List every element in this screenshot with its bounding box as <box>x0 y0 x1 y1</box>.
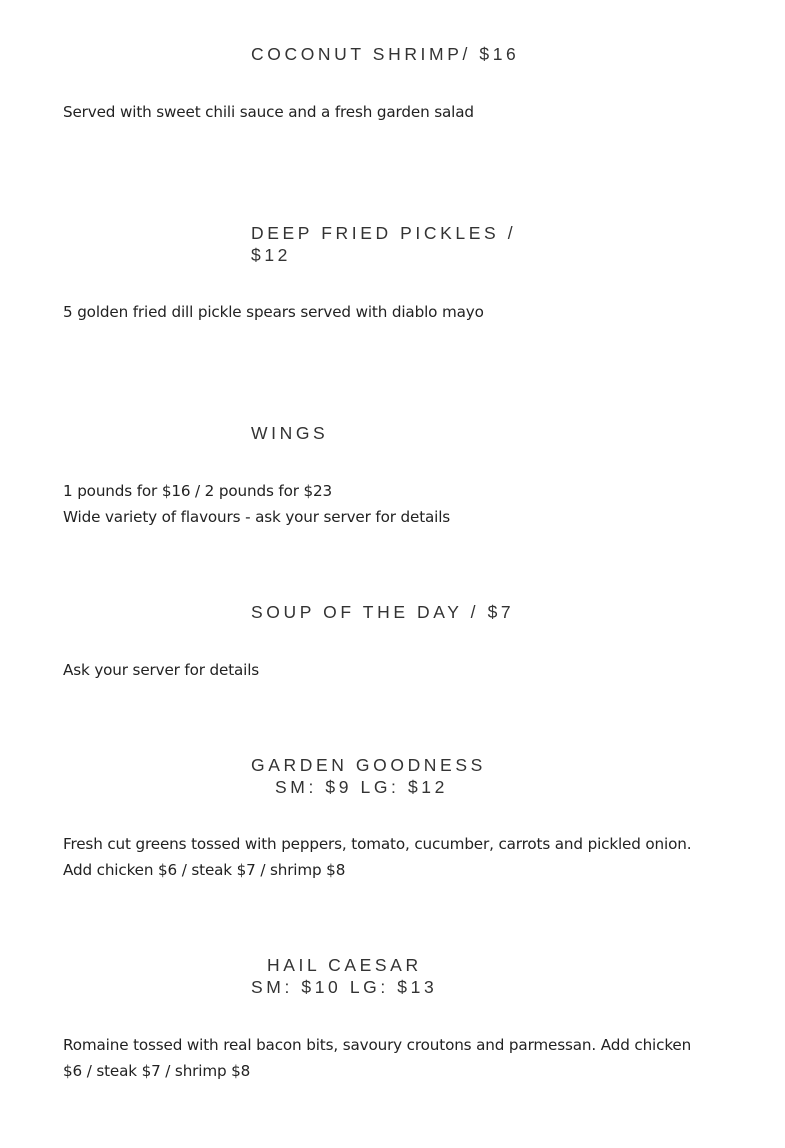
title-line: GARDEN GOODNESS <box>251 755 486 775</box>
menu-item-description <box>63 479 723 530</box>
menu-item-title <box>251 754 541 798</box>
menu-item-description <box>63 1033 723 1084</box>
title-line: SM: $10 LG: $13 <box>251 977 438 997</box>
menu-item-title <box>251 222 541 266</box>
menu-item-title <box>251 601 541 623</box>
menu-item-title <box>251 43 541 65</box>
description-line: Served with sweet chili sauce and a fresh garden salad <box>63 103 474 121</box>
description-line: 5 golden fried dill pickle spears served with diablo mayo <box>63 303 484 321</box>
description-line: $6 / steak $7 / shrimp $8 <box>63 1061 251 1080</box>
description-line: Add chicken $6 / steak $7 / shrimp $8 <box>63 860 346 879</box>
title-line: COCONUT SHRIMP/ $16 <box>251 44 520 64</box>
title-line: $12 <box>251 245 291 265</box>
title-line: WINGS <box>251 423 329 443</box>
description-line: Romaine tossed with real bacon bits, savoury croutons and parmessan. Add chicken <box>63 1036 692 1054</box>
title-line: DEEP FRIED PICKLES / <box>251 223 517 243</box>
title-line: HAIL CAESAR <box>267 955 422 975</box>
description-line: 1 pounds for $16 / 2 pounds for $23 <box>63 482 333 500</box>
description-line: Ask your server for details <box>63 661 260 679</box>
menu-item-title <box>251 422 541 444</box>
title-line: SM: $9 LG: $12 <box>275 777 448 797</box>
description-line: Wide variety of flavours - ask your server for details <box>63 507 451 526</box>
menu-item-description <box>63 100 723 126</box>
description-line: Fresh cut greens tossed with peppers, tomato, cucumber, carrots and pickled onion. <box>63 835 692 853</box>
menu-item-description <box>63 300 723 326</box>
title-line: SOUP OF THE DAY / $7 <box>251 602 515 622</box>
menu-item-description <box>63 832 723 883</box>
menu-item-title <box>251 954 541 998</box>
menu-item-description <box>63 658 723 684</box>
